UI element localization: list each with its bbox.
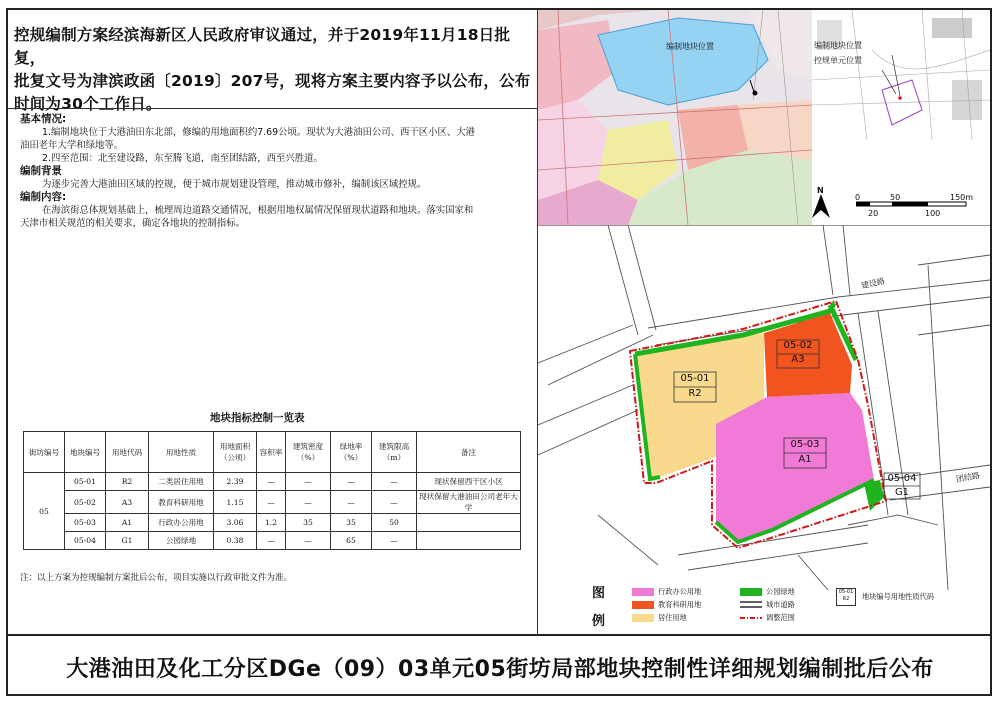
table-title: 地块指标控制一览表 [210, 412, 305, 424]
basic-paragraph-1b: 油田老年大学和绿地等。 [20, 140, 124, 151]
announcement-line-2: 批复文号为津滨政函〔2019〕207号，现将方案主要内容予以公布，公布 [14, 72, 531, 90]
background-heading: 编制背景 [20, 165, 62, 177]
info-section [20, 113, 532, 230]
cell: 05-04 [65, 532, 106, 550]
document-title: 大港油田及化工分区DGe（09）03单元05街坊局部地块控制性详细规划编制批后公布 [66, 657, 934, 682]
legend-symbol-top: 05-01 [838, 589, 854, 595]
scale-50: 50 [890, 193, 901, 202]
cell: 05-03 [65, 514, 106, 532]
cell: 1.2 [257, 514, 286, 532]
content-paragraph-1: 在海滨街总体规划基础上，梳理周边道路交通情况，根据用地权属情况保留现状道路和地块。落实国家和 [42, 205, 474, 216]
legend-swatch-edu [632, 601, 654, 609]
legend-swatch-res [632, 614, 654, 622]
parcel-05-01-code: R2 [688, 388, 702, 399]
cell: 0.38 [214, 532, 257, 550]
legend-label-admin: 行政办公用地 [658, 587, 702, 596]
cell: 35 [331, 514, 372, 532]
cell: 65 [331, 532, 372, 550]
cell: 教育科研用地 [149, 491, 214, 514]
legend-road-icon [740, 600, 762, 610]
announcement-line-3: 时间为30个工作日。 [14, 95, 162, 113]
road-label-north: 建设路 [860, 276, 886, 291]
cell: 50 [372, 514, 417, 532]
content-heading: 编制内容: [20, 191, 67, 203]
block-cell: 05 [24, 473, 65, 550]
cell: 35 [286, 514, 331, 532]
cell: 3.06 [214, 514, 257, 532]
table-row [24, 491, 521, 514]
cell: A1 [106, 514, 149, 532]
legend-parcel-symbol [836, 588, 856, 606]
legend-label-road: 城市道路 [766, 600, 795, 609]
parcel-05-04-id: 05-04 [887, 473, 917, 484]
legend-label-res: 居住用地 [658, 613, 687, 622]
cell: 现状保留西干区小区 [417, 473, 521, 491]
cell [417, 514, 521, 532]
parcel-05-03-code: A1 [798, 454, 812, 465]
background-paragraph: 为逐步完善大港油田区域的控规，便于城市规划建设管理，推动城市修补，编制该区域控规。 [42, 179, 427, 190]
table-row [24, 514, 521, 532]
map-area [538, 10, 990, 634]
header-cell: 用地面积（公顷） [214, 432, 257, 473]
table-row [24, 473, 521, 491]
parcel-05-03-id: 05-03 [790, 439, 820, 450]
header-cell: 用地代码 [106, 432, 149, 473]
legend-title-top: 图 [592, 586, 606, 601]
cell: — [286, 473, 331, 491]
cell [417, 532, 521, 550]
cell: 05-01 [65, 473, 106, 491]
scale-20: 20 [868, 209, 879, 218]
bottom-divider [8, 634, 992, 636]
legend-title-bottom: 例 [592, 614, 606, 629]
parcel-05-01-id: 05-01 [680, 373, 710, 384]
cell: — [331, 473, 372, 491]
legend-symbol-bottom: R2 [842, 596, 850, 602]
cell: — [286, 532, 331, 550]
map-legend [540, 580, 990, 634]
announcement [14, 24, 534, 116]
legend-label-boundary: 调整范围 [766, 613, 795, 622]
cell: 公园绿地 [149, 532, 214, 550]
header-cell: 街坊编号 [24, 432, 65, 473]
cell: A3 [106, 491, 149, 514]
header-cell: 容积率 [257, 432, 286, 473]
overview-right-label-1: 编制地块位置 [814, 41, 862, 50]
overview-map-right [812, 10, 990, 140]
overview-right-label-2: 控规单元位置 [814, 56, 862, 65]
content-paragraph-2: 天津市相关规范的相关要求，确定各地块的控制指标。 [20, 218, 246, 229]
legend-label-park: 公园绿地 [766, 587, 795, 596]
legend-label-edu: 教育科研用地 [658, 600, 702, 609]
parcel-05-02-code: A3 [791, 354, 805, 365]
detail-map [538, 225, 990, 590]
header-cell: 用地性质 [149, 432, 214, 473]
parcel-05-02-id: 05-02 [783, 340, 813, 351]
cell: — [372, 491, 417, 514]
scale-150: 150m [950, 193, 974, 202]
table-row [24, 532, 521, 550]
basic-heading: 基本情况: [20, 113, 67, 125]
cell: — [257, 532, 286, 550]
cell: 行政办公用地 [149, 514, 214, 532]
scale-0: 0 [855, 193, 861, 202]
header-cell: 地块编号 [65, 432, 106, 473]
cell: G1 [106, 532, 149, 550]
legend-swatch-admin [632, 588, 654, 596]
legend-boundary-icon [740, 614, 762, 622]
table-note: 注：以上方案为控规编制方案批后公布，项目实施以行政审批文件为准。 [20, 573, 293, 583]
divider [8, 108, 538, 109]
overview-left-label: 编制地块位置 [666, 42, 714, 51]
cell: — [372, 532, 417, 550]
parcel-05-04-code: G1 [894, 487, 910, 498]
cell: 2.39 [214, 473, 257, 491]
cell: 现状保留大港油田公司老年大学 [417, 491, 521, 514]
table-header-row [24, 432, 521, 473]
announcement-line-1: 控规编制方案经滨海新区人民政府审议通过，并于2019年11月18日批复， [14, 26, 511, 67]
cell: — [331, 491, 372, 514]
header-cell: 建筑密度（%） [286, 432, 331, 473]
cell: — [257, 473, 286, 491]
cell: — [257, 491, 286, 514]
header-cell: 建筑限高（m） [372, 432, 417, 473]
header-cell: 备注 [417, 432, 521, 473]
cell: R2 [106, 473, 149, 491]
scale-100: 100 [925, 209, 941, 218]
cell: — [286, 491, 331, 514]
header-cell: 绿地率（%） [331, 432, 372, 473]
cell: 1.15 [214, 491, 257, 514]
cell: 05-02 [65, 491, 106, 514]
legend-label-parcel-code: 地块编号用地性质代码 [862, 592, 934, 601]
road-label-south: 团结路 [955, 470, 981, 485]
north-label: N [817, 186, 824, 195]
indicator-table [23, 431, 521, 550]
basic-paragraph-2: 2.四至范围：北至建设路，东至腾飞道，南至团结路，西至兴胜道。 [42, 153, 323, 164]
cell: — [372, 473, 417, 491]
cell: 二类居住用地 [149, 473, 214, 491]
basic-paragraph-1a: 1.编制地块位于大港油田东北部，修编的用地面积约7.69公顷。现状为大港油田公司、西干区小区、大港 [42, 127, 475, 138]
legend-swatch-park [740, 588, 762, 596]
